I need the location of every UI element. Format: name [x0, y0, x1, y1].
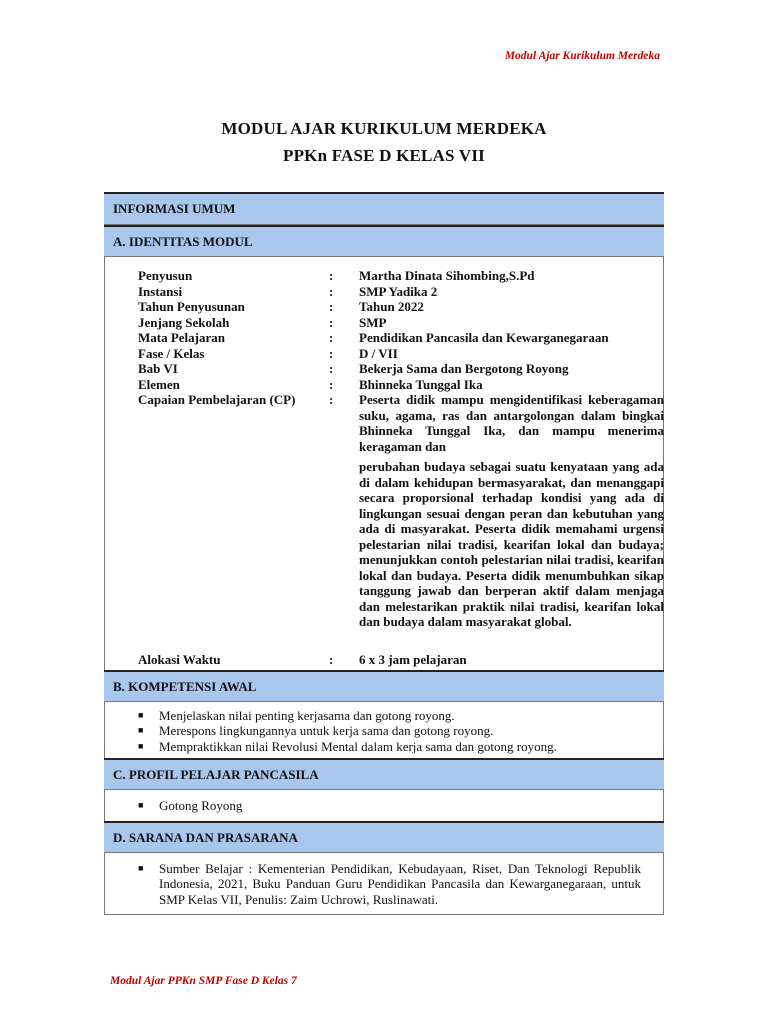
list-item-text: Menjelaskan nilai penting kerjasama dan gotong royong. — [159, 708, 455, 723]
section-sarana-prasarana: D. SARANA DAN PRASARANA — [104, 821, 664, 853]
field-colon: : — [329, 268, 334, 283]
field-label: Mata Pelajaran — [138, 330, 226, 345]
section-informasi-umum: INFORMASI UMUM — [104, 192, 664, 225]
bullet-icon: ■ — [138, 863, 144, 873]
list-item-text: Gotong Royong — [159, 798, 243, 813]
document-title: MODUL AJAR KURIKULUM MERDEKA — [221, 119, 547, 138]
field-colon: : — [329, 283, 334, 299]
sarana-list — [104, 853, 664, 915]
kompetensi-list — [104, 702, 664, 758]
list-item-text: Mempraktikkan nilai Revolusi Mental dalam kerja sama dan gotong royong. — [159, 738, 557, 754]
list-item — [105, 739, 663, 754]
list-item — [105, 723, 663, 738]
list-item — [105, 708, 663, 723]
field-label: Fase / Kelas — [138, 345, 205, 361]
field-label: Instansi — [138, 283, 183, 299]
field-colon: : — [329, 345, 334, 361]
footer-tag: Modul Ajar PPKn SMP Fase D Kelas 7 — [110, 975, 297, 987]
field-label: Elemen — [138, 376, 180, 392]
field-label: Tahun Penyusunan — [138, 299, 245, 314]
field-colon: : — [329, 392, 334, 407]
field-label: Capaian Pembelajaran (CP) — [138, 392, 296, 407]
field-value: Martha Dinata Sihombing,S.Pd — [359, 268, 535, 283]
field-colon: : — [329, 330, 334, 345]
field-colon: : — [329, 299, 334, 314]
profil-list — [104, 790, 664, 821]
field-value: SMP Yadika 2 — [359, 283, 438, 299]
field-colon: : — [329, 376, 334, 392]
field-label: Penyusun — [138, 268, 193, 283]
section-profil-pelajar-pancasila: C. PROFIL PELAJAR PANCASILA — [104, 758, 664, 790]
field-value: 6 x 3 jam pelajaran — [359, 652, 467, 667]
list-item-text: Sumber Belajar : Kementerian Pendidikan, Kebudayaan, Riset, Dan Teknologi Republik Indonesia, 2021, Buku Panduan Guru Pendidikan Pancasila dan Kewarganegaraan, untuk SMP Kelas VII, Penulis: Zaim Uchrowi, Ruslinawati. — [159, 861, 641, 907]
header-tag: Modul Ajar Kurikulum Merdeka — [504, 50, 660, 62]
bullet-icon: ■ — [138, 725, 144, 736]
module-table — [104, 192, 664, 915]
field-colon: : — [329, 314, 334, 330]
bullet-icon: ■ — [138, 800, 144, 810]
identitas-block — [104, 257, 664, 670]
field-value: Pendidikan Pancasila dan Kewarganegaraan — [359, 330, 609, 345]
field-value: Tahun 2022 — [359, 299, 424, 314]
list-item — [105, 861, 663, 907]
field-label: Jenjang Sekolah — [138, 314, 230, 330]
cp-text-part1: Peserta didik mampu mengidentifikasi keberagaman suku, agama, ras dan antargolongan dalam bingkai Bhinneka Tunggal Ika, dan mampu menerima keragaman dan — [359, 392, 664, 454]
field-label: Alokasi Waktu — [138, 652, 221, 667]
bullet-icon: ■ — [138, 710, 144, 720]
field-value: Bhinneka Tunggal Ika — [359, 376, 483, 392]
section-kompetensi-awal: B. KOMPETENSI AWAL — [104, 670, 664, 702]
field-label: Bab VI — [138, 361, 178, 376]
field-colon: : — [329, 652, 334, 667]
field-colon: : — [329, 361, 334, 376]
document-subtitle: PPKn FASE D KELAS VII — [283, 146, 485, 165]
bullet-icon: ■ — [138, 740, 144, 751]
cp-text-part2: perubahan budaya sebagai suatu kenyataan yang ada di dalam kehidupan bermasyarakat, dan menanggapi secara proporsional terhadap kondisi yang ada di lingkungan sesuai dengan peran dan kebutuhan yang ada di masyarakat. Peserta didik memahami urgensi pelestarian nilai tradisi, kearifan lokal dan budaya; menunjukkan contoh pelestarian nilai tradisi, kearifan lokal dan budaya. Peserta didik menumbuhkan sikap tanggung jawab dan berperan aktif dalam menjaga dan melestarikan praktik nilai tradisi, kearifan lokal dan budaya dalam masyarakat global. — [359, 459, 664, 629]
list-item-text: Merespons lingkungannya untuk kerja sama dan gotong royong. — [159, 723, 494, 739]
field-value: SMP — [359, 314, 387, 330]
list-item — [105, 798, 663, 813]
field-value: Bekerja Sama dan Bergotong Royong — [359, 361, 569, 376]
section-identitas-modul: A. IDENTITAS MODUL — [104, 225, 664, 257]
field-value: D / VII — [359, 345, 398, 361]
